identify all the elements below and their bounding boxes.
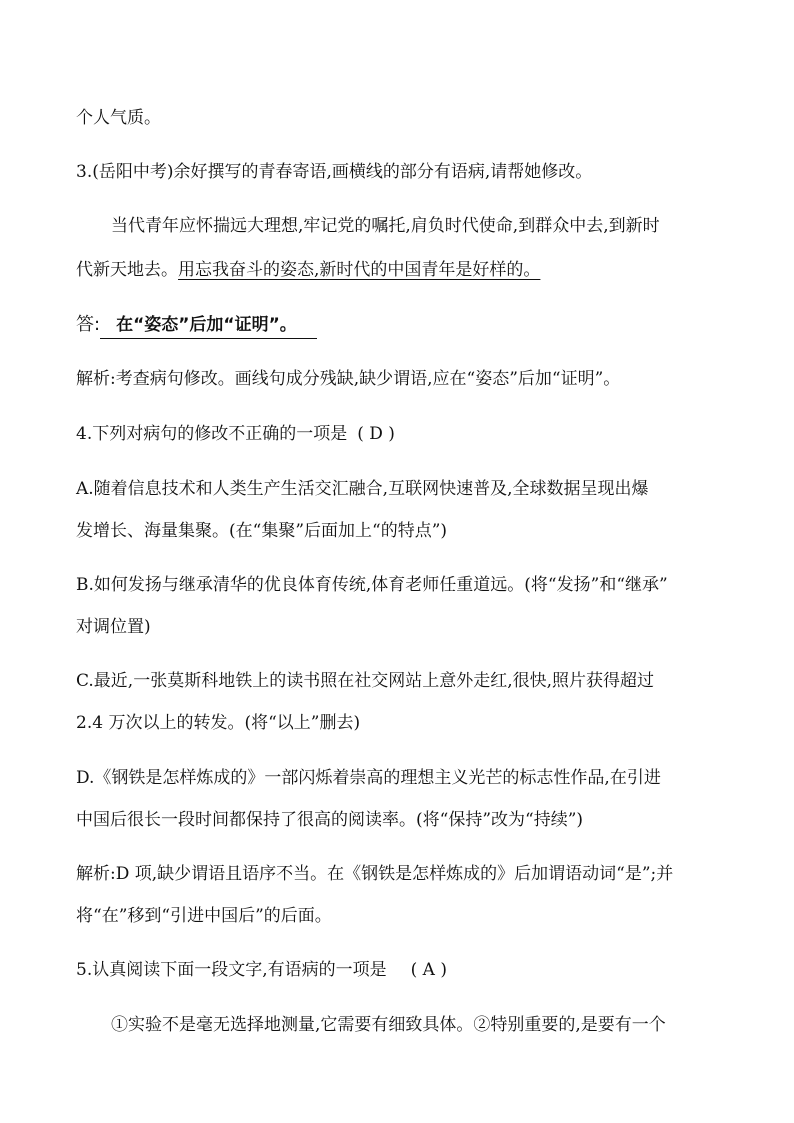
explanation-3: 解析:考查病句修改。画线句成分残缺,缺少谓语,应在“姿态”后加“证明”。 — [76, 369, 621, 389]
question-4 — [76, 422, 395, 446]
answer-line — [76, 313, 317, 339]
option-d: D.《钢铁是怎样炼成的》一部闪烁着崇高的理想主义光芒的标志性作品,在引进 — [76, 768, 661, 788]
paragraph-text: 代新天地去。 — [76, 260, 178, 280]
text-line: 个人气质。 — [76, 108, 161, 128]
explanation-4-cont: 将“在”移到“引进中国后”的后面。 — [76, 906, 332, 926]
question-4-answer: ( D ) — [357, 424, 395, 444]
question-5 — [76, 958, 447, 982]
question-5-text: 5.认真阅读下面一段文字,有语病的一项是 — [76, 960, 387, 980]
question-3: 3.(岳阳中考)余好撰写的青春寄语,画横线的部分有语病,请帮她修改。 — [76, 162, 593, 182]
paragraph-line: 当代青年应怀揣远大理想,牢记党的嘱托,肩负时代使命,到群众中去,到新时 — [111, 216, 660, 236]
underlined-sentence: 用忘我奋斗的姿态,新时代的中国青年是好样的。 — [178, 260, 541, 280]
option-b-cont: 对调位置) — [76, 617, 151, 637]
option-d-cont: 中国后很长一段时间都保持了很高的阅读率。(将“保持”改为“持续”) — [76, 810, 584, 830]
question-4-text: 4.下列对病句的修改不正确的一项是 — [76, 424, 348, 444]
option-a: A.随着信息技术和人类生产生活交汇融合,互联网快速普及,全球数据呈现出爆 — [76, 479, 649, 499]
passage-line: ①实验不是毫无选择地测量,它需要有细致具体。②特别重要的,是要有一个 — [111, 1015, 666, 1035]
option-b: B.如何发扬与继承清华的优良体育传统,体育老师任重道远。(将“发扬”和“继承” — [76, 575, 668, 595]
option-c-cont: 2.4 万次以上的转发。(将“以上”删去) — [76, 713, 361, 733]
explanation-4: 解析:D 项,缺少谓语且语序不当。在《钢铁是怎样炼成的》后加谓语动词“是”;并 — [76, 864, 674, 884]
option-c: C.最近,一张莫斯科地铁上的读书照在社交网站上意外走红,很快,照片获得超过 — [76, 671, 655, 691]
answer-text: 在“姿态”后加“证明”。 — [100, 313, 317, 339]
paragraph-line — [76, 258, 540, 282]
answer-label: 答: — [76, 314, 101, 335]
question-5-answer: ( A ) — [410, 960, 447, 980]
option-a-cont: 发增长、海量集聚。(在“集聚”后面加上“的特点”) — [76, 521, 448, 541]
